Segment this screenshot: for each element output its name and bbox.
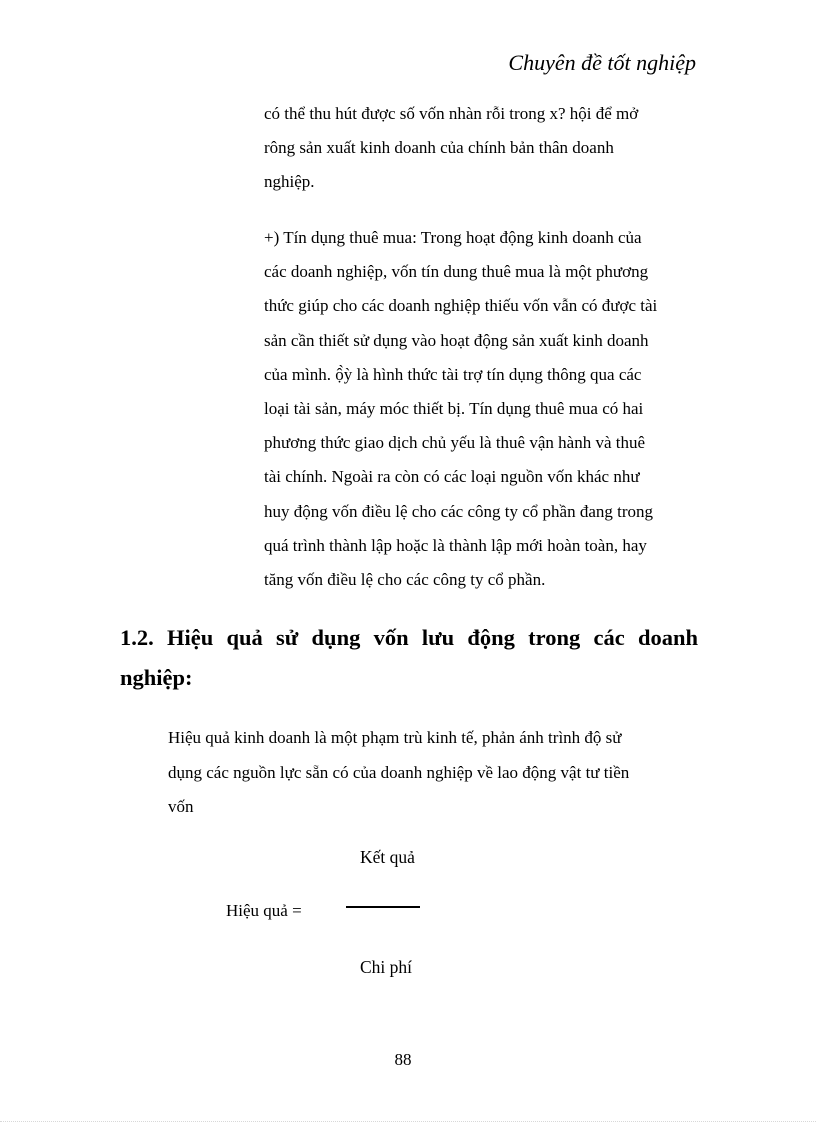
text-line: tăng vốn điều lệ cho các công ty cổ phần. xyxy=(264,570,546,590)
text-line: có thể thu hút được số vốn nhàn rỗi trong x? hội để mở xyxy=(264,104,639,123)
text-line: vốn xyxy=(168,797,194,816)
page-number: 88 xyxy=(394,1050,412,1069)
formula-numerator: Kết quả xyxy=(360,847,415,867)
paragraph-intro xyxy=(168,721,698,825)
text-line: của mình. ộ̀ỳ là hình thức tài trợ tín dụng thông qua các xyxy=(264,364,642,384)
text-line: huy động vốn điều lệ cho các công ty cổ phần đang trong xyxy=(264,501,654,521)
text-line: Hiệu quả kinh doanh là một phạm trù kinh tế, phản ánh trình độ sử xyxy=(168,728,622,747)
page-bottom-divider xyxy=(0,1121,816,1122)
text-line: các doanh nghiệp, vốn tín dung thuê mua là một phương xyxy=(264,262,649,282)
paragraph-continued xyxy=(264,97,698,200)
section-heading: 1.2. Hiệu quả sử dụng vốn lưu động trong các doanh nghiệp: xyxy=(120,625,698,690)
text-line: dụng các nguồn lực sẵn có của doanh nghiệp về lao động vật tư tiền xyxy=(168,762,630,782)
formula-lhs: Hiệu quả = xyxy=(226,901,302,920)
text-line: phương thức giao dịch chủ yếu là thuê vận hành và thuê xyxy=(264,433,646,453)
text-line: nghiệp. xyxy=(264,172,315,192)
paragraph-leasing-credit xyxy=(264,221,698,597)
text-line: quá trình thành lập hoặc là thành lập mới hoàn toàn, hay xyxy=(264,535,647,555)
text-line: tài chính. Ngoài ra còn có các loại nguồn vốn khác như xyxy=(264,467,640,487)
fraction-bar xyxy=(346,906,420,908)
text-line: sản cần thiết sử dụng vào hoạt động sản xuất kinh doanh xyxy=(264,330,649,350)
page-header-title: Chuyên đề tốt nghiệp xyxy=(508,50,696,75)
text-line: loại tài sản, máy móc thiết bị. Tín dụng thuê mua có hai xyxy=(264,399,644,419)
text-line: rông sản xuất kinh doanh của chính bản thân doanh xyxy=(264,138,614,158)
formula-denominator: Chi phí xyxy=(360,957,413,977)
text-line: +) Tín dụng thuê mua: Trong hoạt động kinh doanh của xyxy=(264,228,642,247)
text-line: thức giúp cho các doanh nghiệp thiếu vốn vẫn có được tài xyxy=(264,296,658,316)
